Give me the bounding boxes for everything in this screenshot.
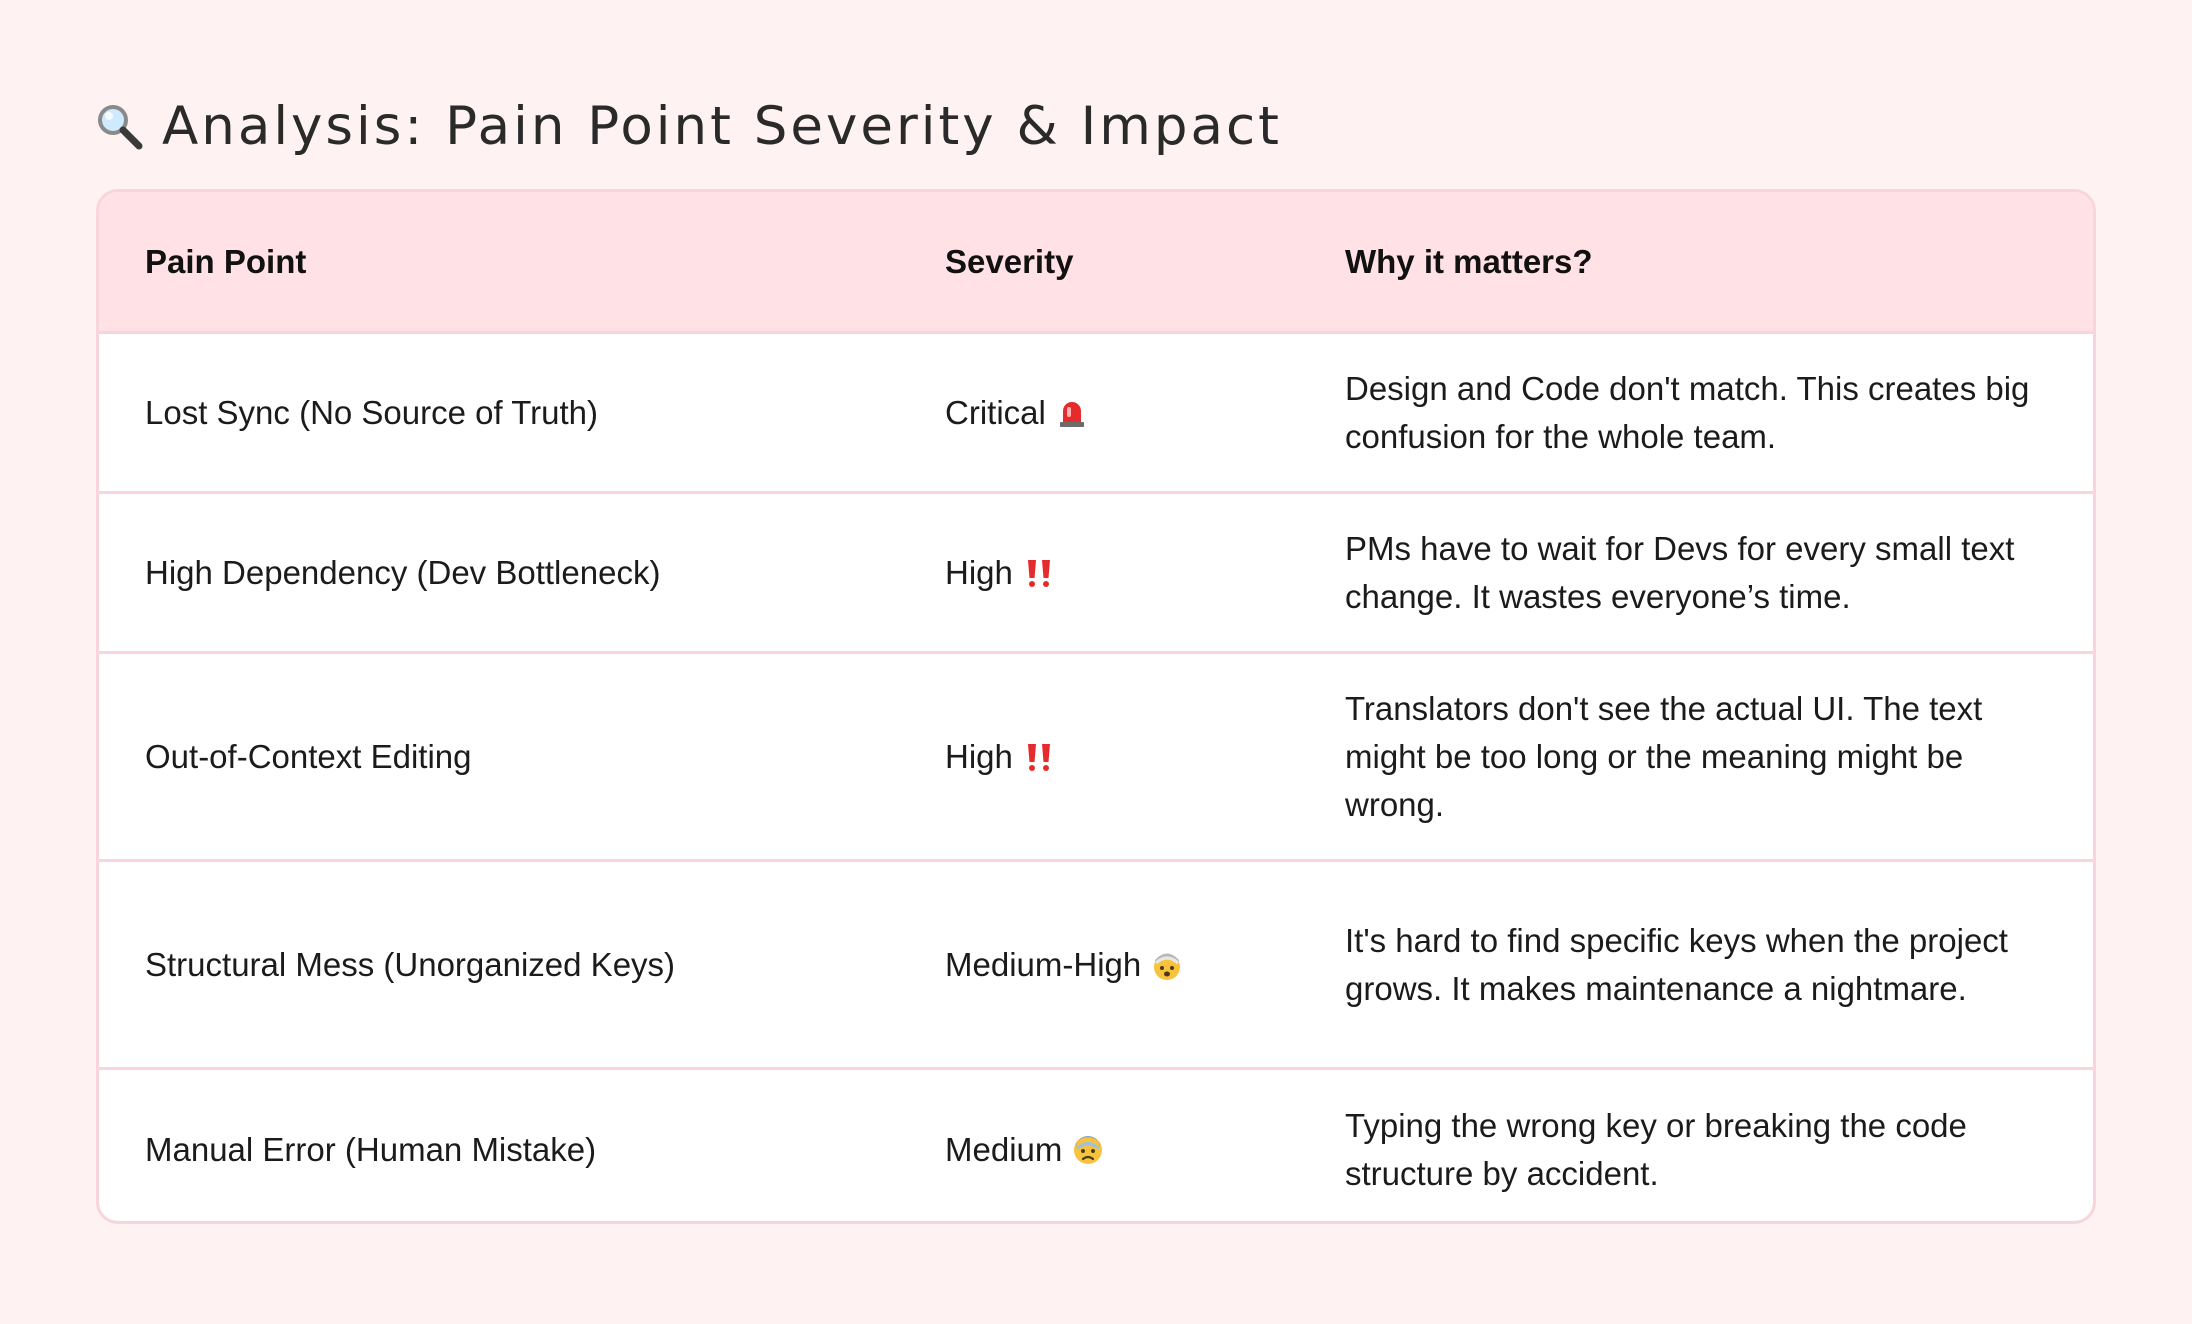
rotating-light-icon	[1056, 397, 1088, 429]
pain-point-cell: High Dependency (Dev Bottleneck)	[145, 553, 661, 591]
severity-cell	[945, 654, 1325, 859]
page-title	[94, 86, 1282, 166]
severity-cell	[945, 494, 1325, 651]
header-why-it-matters: Why it matters?	[1345, 242, 1593, 280]
pain-point-cell: Lost Sync (No Source of Truth)	[145, 393, 599, 431]
severity-cell	[945, 334, 1325, 491]
fearful-face-icon	[1072, 1134, 1104, 1166]
pain-point-table	[96, 189, 2096, 1224]
why-cell: It's hard to find specific keys when the project grows. It makes maintenance a nightmare.	[1345, 921, 2008, 1007]
table-row	[99, 334, 2093, 494]
pain-point-cell: Structural Mess (Unorganized Keys)	[145, 945, 676, 983]
severity-label: High	[945, 553, 1013, 591]
severity-label: Critical	[945, 393, 1046, 431]
severity-label: Medium-High	[945, 945, 1142, 983]
double-exclamation-icon	[1023, 741, 1055, 773]
severity-cell	[945, 862, 1325, 1067]
table-row	[99, 654, 2093, 862]
severity-label: High	[945, 737, 1013, 775]
magnifying-glass-icon	[94, 101, 144, 151]
header-pain-point: Pain Point	[145, 242, 307, 280]
table-row	[99, 862, 2093, 1070]
table-row	[99, 1070, 2093, 1224]
why-cell: Typing the wrong key or breaking the code structure by accident.	[1345, 1107, 1967, 1192]
header-severity: Severity	[945, 242, 1074, 280]
page-title-text: Analysis: Pain Point Severity & Impact	[162, 95, 1282, 157]
exploding-head-icon	[1151, 949, 1183, 981]
pain-point-cell: Out-of-Context Editing	[145, 737, 472, 775]
why-cell: Design and Code don't match. This creates big confusion for the whole team.	[1345, 369, 2030, 455]
pain-point-cell: Manual Error (Human Mistake)	[145, 1131, 597, 1168]
why-cell: Translators don't see the actual UI. The text might be too long or the meaning might be wrong.	[1345, 689, 1983, 823]
severity-label: Medium	[945, 1131, 1063, 1168]
double-exclamation-icon	[1023, 557, 1055, 589]
why-cell: PMs have to wait for Devs for every small text change. It wastes everyone’s time.	[1345, 529, 2015, 615]
table-row	[99, 494, 2093, 654]
severity-cell	[945, 1070, 1325, 1224]
table-header	[99, 192, 2093, 334]
